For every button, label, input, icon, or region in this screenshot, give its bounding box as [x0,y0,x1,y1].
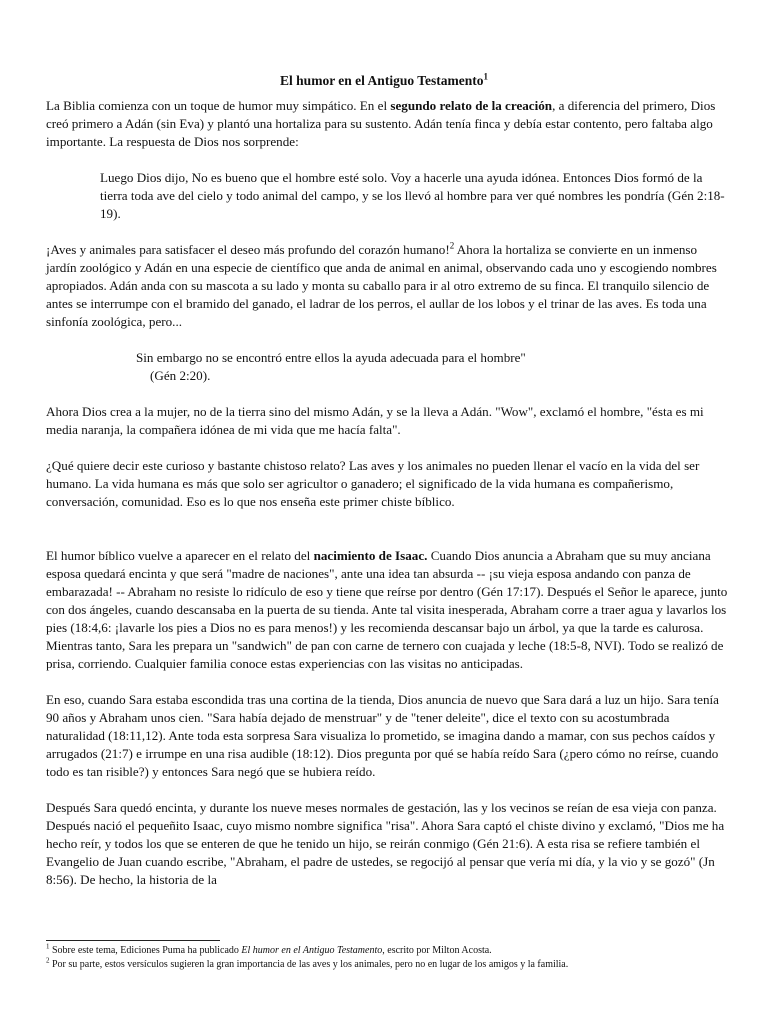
footnote-1 [46,944,730,958]
paragraph-isaac-birth [46,547,730,673]
document-title [0,73,768,89]
footnote-number: 1 [46,942,50,951]
paragraph-text: Ahora la hortaliza se convierte en un inmenso jardín zoológico y Adán en una especie de científico que anda de animal en animal, observando cada uno y escogiendo nombres apropiados. Adán anda con su mascota a su lado y monta su caballo para ir al otro extremo de su finca. El tranquilo silencio de antes se interrumpe con el bramido del ganado, el ladrar de los perros, el aullar de los lobos y el trinar de las aves. Es toda una sinfonía zoológica, pero... [46,242,717,329]
paragraph-woman: Ahora Dios crea a la mujer, no de la tierra sino del mismo Adán, y se la lleva a Adán. "Wow", exclamó el hombre, "ésta es mi media naranja, la compañera idónea de mi vida que me hacía falta". [46,404,704,437]
title-text: El humor en el Antiguo Testamento [280,73,484,89]
book-title: El humor en el Antiguo Testamento [241,945,383,956]
paragraph-creation [46,97,730,151]
paragraph-isaac-born: Después Sara quedó encinta, y durante los nueve meses normales de gestación, las y los vecinos se reían de esa vieja con panza. Después nació el pequeñito Isaac, cuyo mismo nombre significa "risa". Ahora Sara captó el chiste divino y exclamó, "Dios me ha hecho reír, y todos los que se enteren de que he tenido un hijo, se reirán conmigo (Gén 21:6). A esta risa se refiere también el Evangelio de Juan cuando escribe, "Abraham, el padre de ustedes, se regocijó al pensar que vería mi día, y la vio y se gozó" (Jn 8:56). De hecho, la historia de la [46,800,725,887]
bold-phrase: segundo relato de la creación [390,98,553,113]
paragraph-meaning: ¿Qué quiere decir este curioso y bastante chistoso relato? Las aves y los animales no pueden llenar el vacío en la vida del ser humano. La vida humana es más que solo ser agricultor o ganadero; el significado de la vida humana es compañerismo, conversación, comunidad. Eso es lo que nos enseña este primer chiste bíblico. [46,458,700,509]
footnote-ref: 2 [449,240,455,251]
footnote-number: 2 [46,956,50,965]
block-quote-genesis-2-20 [136,349,730,385]
paragraph-text: ¡Aves y animales para satisfacer el deseo más profundo del corazón humano! [46,242,450,257]
paragraph-sara-laughs: En eso, cuando Sara estaba escondida tras una cortina de la tienda, Dios anuncia de nuevo que Sara dará a luz un hijo. Sara tenía 90 años y Abraham unos cien. "Sara había dejado de menstruar" y de "tener deleite", dice el texto con su acostumbrada naturalidad (18:11,12). Ante toda esta sorpresa Sara visualiza lo prometido, se imagina dando a mamar, con sus pechos caídos y arrugados (21:7) e irrumpe en una risa audible (18:12). Dios pregunta por qué se había reído Sara (¿pero cómo no reírse, cuando todo es tan risible?) y entonces Sara negó que se hubiera reído. [46,692,719,779]
bold-phrase: nacimiento de Isaac. [313,548,428,563]
paragraph-animals [46,241,730,331]
footnote-2 [46,958,730,972]
footnote-text: , escrito por Milton Acosta. [382,945,492,956]
footnote-text: Sobre este tema, Ediciones Puma ha publicado [49,945,242,956]
footnotes [46,940,730,972]
paragraph-text: , a diferencia del primero, Dios creó primero a Adán (sin Eva) y plantó una hortaliza para su sustento. Adán tenía finca y debía estar contento, pero faltaba algo importante. La respuesta de Dios nos sorprende: [46,98,716,149]
document-body [46,97,730,907]
footnote-text: Por su parte, estos versículos sugieren la gran importancia de las aves y los animales, pero no en lugar de los amigos y la familia. [49,959,569,970]
block-quote-genesis-2-18: Luego Dios dijo, No es bueno que el hombre esté solo. Voy a hacerle una ayuda idónea. Entonces Dios formó de la tierra toda ave del cielo y todo animal del campo, y se los llevó al hombre para ver qué nombres les pondría (Gén 2:18-19). [100,170,725,221]
quote-text: Sin embargo no se encontró entre ellos la ayuda adecuada para el hombre" [136,350,526,365]
paragraph-text: La Biblia comienza con un toque de humor muy simpático. En el [46,98,391,113]
paragraph-text: El humor bíblico vuelve a aparecer en el relato del [46,548,314,563]
quote-citation: (Gén 2:20). [150,368,211,383]
paragraph-text: Cuando Dios anuncia a Abraham que su muy anciana esposa quedará encinta y que será "madre de naciones", ante una idea tan absurda -- ¡su vieja esposa andando con panza de embarazada! -- Abraham no resiste lo ridículo de eso y tiene que reírse por dentro (Gén 17:17). Después el Señor le aparece, junto con dos ángeles, cuando descansaba en la puerta de su tienda. Ante tal visita inesperada, Abraham corre a traer agua y lavarlos los pies (18:4,6: ¡lavarle los pies a Dios no es para menos!) y les recomienda descansar bajo un árbol, ya que la tarde es calurosa. Mientras tanto, Sara les prepara un "sandwich" de pan con carne de ternero con cuajada y leche (18:5-8, NVI). Todo se realizó de prisa, corriendo. Cualquier familia conoce estas experiencias con las visitas no anticipadas. [46,548,728,671]
footnote-divider [46,940,220,941]
title-footnote-ref: 1 [483,71,488,82]
